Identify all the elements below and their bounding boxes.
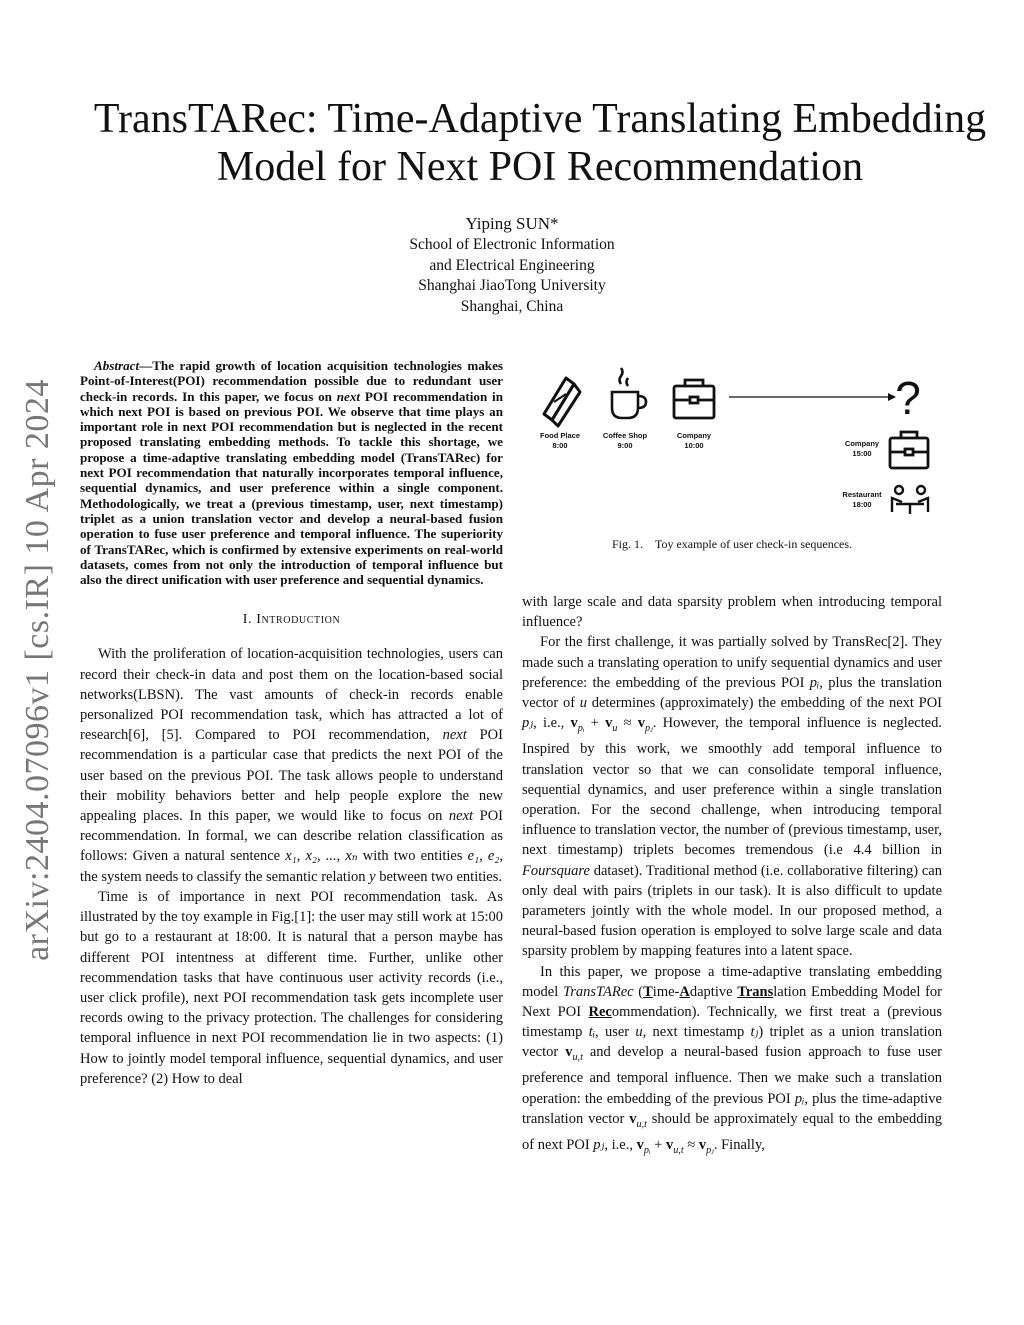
math-eapprox: ≈ xyxy=(683,1136,699,1153)
r3-text-i: , i.e., xyxy=(604,1136,637,1153)
math-vut: v xyxy=(565,1044,573,1061)
right-paragraph-3 xyxy=(522,962,942,1162)
label-company-15-time: 15:00 xyxy=(852,449,872,458)
r2-text-d: , i.e., xyxy=(533,715,571,732)
label-food-place xyxy=(528,431,592,451)
author-block xyxy=(312,213,712,317)
affiliation-line-4: Shanghai, China xyxy=(460,297,564,315)
label-restaurant-name: Restaurant xyxy=(842,490,882,499)
r2-text-b: , plus the translation vector of xyxy=(522,674,943,712)
company-icon-15 xyxy=(890,432,928,468)
right-paragraph-1: with large scale and data sparsity problem when introducing temporal influence? xyxy=(522,594,942,631)
r3-text-h: should be approximately equal to the embedding of next POI xyxy=(522,1110,943,1153)
right-column xyxy=(522,592,942,1161)
abstract-part-2: POI recommendation in which next POI is based on previous POI. We observe that time plays an important role in next POI recommendation but is neglected in the recent proposed translating embedding methods. To tackle this shortage, we propose a time-adaptive translating embedding model (TransTARec) for next POI recommendation that naturally incorporates temporal influence, sequential dynamics, and user preference within a single component. Methodologically, we treat a (previous timestamp, user, next timestamp) triplet as a union translation vector and develop a neural-based fusion operation to fuse user preference and temporal influence. The superiority of TransTARec, which is confirmed by extensive experiments on real-world datasets, comes from not only the introduction of temporal influence but also the direct unification with user preference and sequential dynamics. xyxy=(80,388,503,588)
acronym-T: T xyxy=(643,983,653,1000)
abstract xyxy=(80,358,503,587)
label-restaurant-time: 18:00 xyxy=(852,500,872,509)
r3-text-d: , next timestamp xyxy=(642,1024,751,1041)
figure-1 xyxy=(522,362,942,562)
caption-number: Fig. 1. xyxy=(611,537,643,551)
math-v2: v xyxy=(605,715,613,732)
math-v1: v xyxy=(570,715,578,732)
model-name-emphasis: TransTARec xyxy=(562,983,634,1000)
math-plus: + xyxy=(584,715,606,732)
r2-text-a: For the first challenge, it was partially solved by TransRec[2]. They made such a translating operation to unify sequential dynamics and user preference: the embedding of the previous POI xyxy=(522,634,942,691)
math-v3: v xyxy=(637,715,646,732)
section-title: Introduction xyxy=(256,612,341,628)
math-ti: tᵢ xyxy=(588,1024,596,1041)
r3-ime: ime- xyxy=(652,983,680,1000)
label-company-15 xyxy=(832,439,892,459)
math-e1: v xyxy=(636,1136,644,1153)
intro-p1-text-e: , the system needs to classify the semantic relation xyxy=(80,848,503,885)
r2-text-f: billion in xyxy=(871,842,942,859)
arxiv-identifier xyxy=(12,360,64,980)
affiliation-line-3: Shanghai JiaoTong University xyxy=(418,277,606,294)
food-place-icon xyxy=(544,378,580,426)
math-pj-2: pⱼ xyxy=(593,1136,605,1153)
math-v3-sub: pⱼ xyxy=(645,723,653,735)
math-approx: ≈ xyxy=(617,715,638,732)
r3-text-g: , plus the time-adaptive translation vector xyxy=(522,1090,942,1127)
label-company-10-time: 10:00 xyxy=(684,441,704,450)
r3-ommendation: ommendation). Technically, we first treat a (previous timestamp xyxy=(522,1003,942,1041)
r3-text-j: . Finally, xyxy=(713,1136,765,1153)
intro-p1-emph-next-1: next xyxy=(442,727,467,744)
label-company-10 xyxy=(662,431,726,451)
label-company-15-name: Company xyxy=(844,439,880,448)
caption-text: Toy example of user check-in sequences. xyxy=(654,537,853,551)
acronym-Rec: Rec xyxy=(588,1003,612,1020)
math-e2: v xyxy=(665,1136,674,1153)
intro-paragraph-2: Time is of importance in next POI recommendation task. As illustrated by the toy example in Fig.[1]: the user may still work at 15:00 but go to a restaurant at 18:00. It is natural that a person maybe has different POI intentness at different time. Further, unlike other recommendation tasks that have continuous user activity records (i.e., user click profile), next POI recommendation task gets incomplete user records owing to the privacy protection. The challenges for considering temporal influence in next POI recommendation lie in two aspects: (1) How to jointly model temporal influence, sequential dynamics, and user preference? (2) How to deal xyxy=(80,888,503,1087)
math-vut-2-sub: u,t xyxy=(636,1118,647,1130)
intro-p1-emph-next-2: next xyxy=(448,808,474,825)
intro-p1-text-a: With the proliferation of location-acquisition technologies, users can record their check-in data and post them on the location-based social networks(LBSN). The vast amounts of check-in records enable personalized POI recommendation task, which has attracted a lot of research[6], [5]. Compared to POI recommendation, xyxy=(80,646,503,744)
title-line-2: Model for Next POI Recommendation xyxy=(216,144,864,190)
label-company-10-name: Company xyxy=(676,431,712,440)
abstract-label: Abstract xyxy=(94,358,140,373)
intro-p1-text-d: with two entities xyxy=(357,848,468,865)
affiliation-line-1: School of Electronic Information xyxy=(409,236,615,253)
question-mark-icon: ? xyxy=(895,372,921,424)
intro-p1-text-f: between two entities. xyxy=(375,868,502,885)
title-line-1: TransTARec: Time-Adaptive Translating Embedding xyxy=(93,96,987,142)
math-vut-2: v xyxy=(629,1110,637,1127)
r3-daptive: daptive xyxy=(689,983,738,1000)
label-coffee-shop-time: 9:00 xyxy=(617,441,633,450)
section-number: I. xyxy=(242,612,253,628)
math-e3: v xyxy=(698,1136,707,1153)
math-pj: pⱼ xyxy=(522,715,534,732)
section-heading-introduction xyxy=(80,612,503,628)
intro-p1-text-b: POI recommendation is a particular case that predicts the next POI of the user based on the previous POI. The task allows people to understand their mobility behaviors better and help people explore the new appealing places. In this paper, we would like to focus on xyxy=(80,727,503,825)
r3-lation: lation Embedding Model for Next POI xyxy=(522,983,942,1020)
arxiv-id-text: arXiv:2404.07096v1 [cs.IR] 10 Apr 2024 xyxy=(19,379,57,961)
math-sentence-tokens: x₁, x₂, ..., xₙ xyxy=(285,848,358,865)
r3-text-c: , user xyxy=(595,1024,636,1041)
company-icon-10 xyxy=(674,380,714,418)
math-v1-sub: pᵢ xyxy=(577,723,585,735)
math-e1-sub: pᵢ xyxy=(643,1144,651,1156)
label-food-place-name: Food Place xyxy=(539,431,580,440)
math-vut-sub: u,t xyxy=(572,1052,583,1064)
acronym-A: A xyxy=(679,983,690,1000)
r3-text-a: In this paper, we propose a time-adaptive translating embedding model xyxy=(522,963,942,1000)
right-paragraph-2 xyxy=(522,632,942,961)
math-v2-sub: u xyxy=(612,723,618,735)
left-column xyxy=(80,358,503,1089)
abstract-dash: — xyxy=(139,358,153,373)
restaurant-icon xyxy=(892,486,928,514)
r2-text-e: . However, the temporal influence is neglected. Inspired by this work, we smoothly add temporal influence to translation vector so that we can consolidate temporal influence, sequential dynamics, and user preference within a single translation operation. For the second challenge, when introducing temporal influence to translation vector, the number of (previous timestamp, user, next timestamp) triplets becomes tremendous (i.e xyxy=(522,715,942,859)
math-u-2: u xyxy=(635,1024,643,1041)
foursquare-emphasis: Foursquare xyxy=(522,862,590,879)
math-e2-sub: u,t xyxy=(673,1144,684,1156)
label-food-place-time: 8:00 xyxy=(552,441,568,450)
math-relation-y: y xyxy=(369,868,376,885)
r2-text-g: dataset). Traditional method (i.e. collaborative filtering) can only deal with pairs (triplets in our task). It is also difficult to update parameters jointly with the whole model. In our proposed method, a neural-based fusion operation is employed to solve large scale and data sparsity problem by mapping features into a latent space. xyxy=(522,862,942,960)
r2-text-c: determines (approximately) the embedding of the next POI xyxy=(587,695,942,712)
math-u: u xyxy=(579,695,587,712)
abstract-part-1: The rapid growth of location acquisition technologies makes Point-of-Interest(POI) recommendation possible due to redundant user check-in records. In this paper, we focus on xyxy=(80,358,503,404)
intro-p1-text-c: POI recommendation. In formal, we can describe relation classification as follows: Given a natural sentence xyxy=(80,808,504,865)
paper-title xyxy=(60,95,1020,191)
author-name: Yiping SUN* xyxy=(465,214,559,233)
r3-text-b: ( xyxy=(633,983,644,1000)
affiliation-line-2: and Electrical Engineering xyxy=(429,256,595,274)
math-entities: e₁, e₂ xyxy=(467,848,500,865)
acronym-Trans: Trans xyxy=(737,983,774,1000)
abstract-next-emphasis: next xyxy=(336,388,361,404)
math-tj: tⱼ xyxy=(750,1024,759,1041)
billion-number: 4.4 xyxy=(853,842,872,859)
math-pi-2: pᵢ xyxy=(794,1090,805,1107)
label-coffee-shop-name: Coffee Shop xyxy=(602,431,648,440)
math-eplus: + xyxy=(650,1136,666,1153)
label-restaurant xyxy=(832,490,892,510)
figure-caption xyxy=(522,537,942,552)
intro-paragraph-1 xyxy=(80,644,503,886)
sequence-arrow xyxy=(729,393,896,401)
math-pi: pᵢ xyxy=(809,674,820,691)
r3-text-e: ) triplet as a union translation vector xyxy=(522,1024,942,1061)
coffee-shop-icon xyxy=(612,368,646,418)
label-coffee-shop xyxy=(592,431,658,451)
r3-text-f: and develop a neural-based fusion approach to fuse user preference and temporal influence. Then we make such a translation operation: the embedding of the previous POI xyxy=(522,1044,943,1107)
math-e3-sub: pⱼ xyxy=(706,1144,714,1156)
